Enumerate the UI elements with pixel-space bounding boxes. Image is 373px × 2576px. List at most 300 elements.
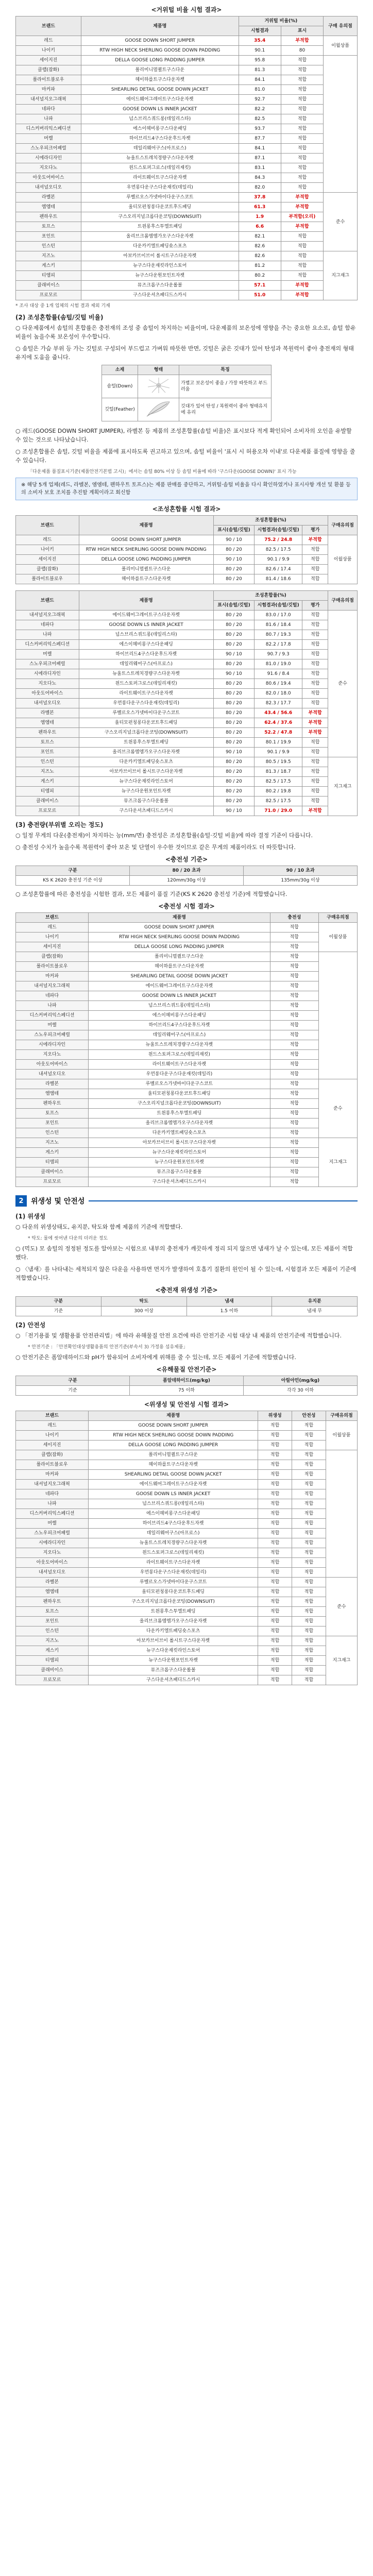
- cell-brand: 스노우피크어패럴: [16, 144, 81, 154]
- section-hygiene-p1: ○ 다운의 위생상태도, 유지분, 탁도와 함께 제품의 기준에 적합했다.: [15, 1224, 183, 1230]
- table-row: [16, 1470, 358, 1480]
- safe-col-2: 아릴아민(mg/kg): [244, 1376, 358, 1386]
- cell-label: 적합: [281, 114, 323, 124]
- table-row: [16, 281, 358, 291]
- table-row: [16, 1001, 358, 1011]
- table-row: [16, 1666, 358, 1675]
- table-row: [16, 972, 358, 981]
- cell-label: 80 / 20: [213, 659, 254, 669]
- cell-hygiene: 적합: [258, 1568, 292, 1578]
- cell-brand: 펜하우트: [16, 1597, 89, 1607]
- section-safety-heading: (2) 안전성: [15, 1321, 46, 1329]
- cell-fill: 적합: [270, 981, 318, 991]
- cell-measured: 81.0: [239, 85, 281, 95]
- cell-product: 뉴구스다운재킷라인스토어: [89, 1646, 258, 1656]
- cell-label: 80 / 20: [213, 787, 254, 796]
- cell-measured: 62.4 / 37.6: [255, 718, 302, 728]
- col-eval: 구매유의점: [328, 591, 358, 611]
- cell-brand: 머렐: [16, 650, 79, 659]
- table-row: [16, 1138, 358, 1148]
- cell-brand: 머렐: [16, 1519, 89, 1529]
- cell-label: 80 / 20: [213, 630, 254, 640]
- cell-brand: 디스커버리익스페디션: [16, 1011, 89, 1021]
- cell-label: 적합: [281, 95, 323, 105]
- hyg-val-0: 기준: [16, 1307, 101, 1316]
- table-row: [16, 1128, 358, 1138]
- fill-standard-title: <충전성 기준>: [165, 856, 208, 863]
- table-row: [16, 1568, 358, 1578]
- cell-brand: 펜하우트: [16, 212, 81, 222]
- cell-product: 하이브리드4구스다운후드자켓: [89, 1519, 258, 1529]
- cell-product: GOOSE DOWN SHORT JUMPER: [81, 36, 239, 46]
- cell-hygiene: 적합: [258, 1666, 292, 1675]
- section-hygiene-p2: ○ (먹도) 모 솜털의 정정된 정도를 알아보는 시험으로 내부의 충전재가 깨끗하게 정리 되지 않으면 냄새가 날 수 있는데, 모든 제품이 적합했다.: [15, 1245, 353, 1261]
- table-row: [16, 144, 358, 154]
- col-product: 제품명: [89, 1411, 258, 1421]
- cell-label: 적합: [281, 232, 323, 242]
- table-row: [16, 555, 358, 565]
- cell-label: 부적합: [281, 222, 323, 232]
- table-row: [16, 1158, 358, 1167]
- cell-label: 80 / 20: [213, 728, 254, 738]
- cell-product: 올리브크롬엠엠가오구스다운자켓: [81, 232, 239, 242]
- table1-title: <거위털 비율 시험 결과>: [151, 6, 222, 13]
- hygiene-safety-table: [15, 1411, 358, 1685]
- feather-image: [138, 398, 179, 421]
- cell-brand: 시에라디자인: [16, 669, 79, 679]
- cell-label: 적합: [281, 56, 323, 65]
- cell-fill: 적합: [270, 1011, 318, 1021]
- table-row: [16, 183, 358, 193]
- cell-product: 루벨르오스가넷바이다운구스코트: [89, 1079, 270, 1089]
- col-measured: 시험결과(솜털/깃털): [255, 601, 302, 611]
- down-image: [138, 375, 179, 398]
- cell-brand: 세이지진: [16, 56, 81, 65]
- cell-product: 아보카브이브이 롤시트구스다운자켓: [79, 767, 213, 777]
- table-row: [16, 640, 358, 650]
- cell-measured: 57.1: [239, 281, 281, 291]
- cell-brand: 디스커버리익스페디션: [16, 640, 79, 650]
- cell-result: 적합: [302, 738, 328, 748]
- cell-brand: 나이키: [16, 933, 89, 942]
- band-line: [89, 1200, 358, 1201]
- table-row: [16, 1636, 358, 1646]
- cell-result: 적합: [302, 545, 328, 555]
- cell-brand: 클래비이스: [16, 1666, 89, 1675]
- band-number: 2: [15, 1195, 27, 1207]
- col-brand: 브랜드: [16, 516, 79, 535]
- cell-brand: 레드: [16, 36, 81, 46]
- table-row: [16, 1177, 358, 1187]
- table-row: [16, 1656, 358, 1666]
- section-composition-heading: (2) 조성혼합률(솜털/깃털 비율): [15, 314, 104, 321]
- cell-product: GOOSE DOWN LS INNER JACKET: [89, 1489, 258, 1499]
- cell-result: 적합: [302, 787, 328, 796]
- cell-product: 넘스브리스쿼드롱(데일리스타): [89, 1001, 270, 1011]
- hyg-col-0: 구분: [16, 1297, 101, 1307]
- band-label: 위생성 및 안전성: [31, 1197, 85, 1206]
- table-row: [16, 1060, 358, 1070]
- goose-ratio-table: [15, 16, 358, 300]
- cell-measured: 83.0 / 17.0: [255, 611, 302, 620]
- section-band: [15, 1195, 358, 1207]
- cell-product: 데일리웨어구스(아프로스): [81, 144, 239, 154]
- cell-measured: 90.1: [239, 46, 281, 56]
- cell-measured: 80.6 / 19.4: [255, 679, 302, 689]
- cell-hygiene: 적합: [258, 1597, 292, 1607]
- cell-product: 뉴구스다운원포인트자켓: [79, 787, 213, 796]
- cell-product: 에이드웨어그레이트구스다운자켓: [79, 611, 213, 620]
- cell-fill: 적합: [270, 923, 318, 933]
- cell-brand: 내셔널오디오: [16, 1070, 89, 1079]
- col-product: 제품명: [79, 516, 213, 535]
- cell-brand: 라벨본: [16, 708, 79, 718]
- cell-label: 80 / 20: [213, 689, 254, 699]
- cell-measured: 71.0 / 29.0: [255, 806, 302, 816]
- fill-result-table: [15, 912, 358, 1187]
- cell-product: 뮤즈크롭구스다운롤볼: [89, 1167, 270, 1177]
- table-row: [16, 659, 358, 669]
- table-row: [16, 611, 358, 620]
- cell-fill: 적합: [270, 952, 318, 962]
- cell-product: 라이트웨이트구스다운자켓: [79, 689, 213, 699]
- table-row: [16, 1646, 358, 1656]
- col-eval: 구매유의점: [318, 913, 357, 923]
- col-measured: 시험결과(솜털/깃털): [255, 526, 302, 535]
- cell-fill: 적합: [270, 1109, 318, 1118]
- cell-brand: 엠엠테: [16, 718, 79, 728]
- col-label: 표시(솜털/깃털): [213, 601, 254, 611]
- cell-label: 80 / 20: [213, 738, 254, 748]
- cell-group: 이월상품: [328, 535, 358, 584]
- cell-product: 다운카키엘트패딩숏스포츠: [89, 1128, 270, 1138]
- cell-brand: 지즈노: [16, 251, 81, 261]
- cell-fill: 적합: [270, 1148, 318, 1158]
- cell-product: 하이브리드4구스다운후드자켓: [79, 650, 213, 659]
- table5-title: <위생성 및 안전성 시험 결과>: [144, 1401, 229, 1408]
- cell-brand: 클래비이스: [16, 1167, 89, 1177]
- cell-brand: 지오다노: [16, 679, 79, 689]
- col-product: 제품명: [79, 591, 213, 611]
- table-row: [16, 650, 358, 659]
- table-row: [16, 699, 358, 708]
- cell-product: 우먼롱다운구스다운재킷(데일리): [89, 1070, 270, 1079]
- cell-label: 80 / 20: [213, 679, 254, 689]
- cell-brand: 내셔널지오그래픽: [16, 981, 89, 991]
- cell-label: 적합: [281, 163, 323, 173]
- cell-brand: 나이키: [16, 1431, 89, 1440]
- cell-measured: 82.5 / 17.5: [255, 796, 302, 806]
- cell-measured: 1.9: [239, 212, 281, 222]
- std-val-1: 120mm/30g 이상: [130, 876, 244, 886]
- cell-measured: 84.1: [239, 75, 281, 85]
- cell-result: 적합: [302, 796, 328, 806]
- hygiene-standard-table: [15, 1296, 358, 1316]
- cell-product: 올리브크롬엠엠가오구스다운자켓: [79, 748, 213, 757]
- table-row: [16, 1460, 358, 1470]
- cell-hygiene: 적합: [258, 1529, 292, 1538]
- table-row: [16, 222, 358, 232]
- cell-product: GOOSE DOWN LS INNER JACKET: [81, 105, 239, 114]
- hyg-val-1: 300 이상: [101, 1307, 186, 1316]
- cell-hygiene: 적합: [258, 1558, 292, 1568]
- cell-product: DELLA GOOSE LONG PADDING JUMPER: [89, 942, 270, 952]
- cell-brand: 포인트: [16, 1617, 89, 1626]
- cell-safety: 적합: [292, 1578, 326, 1587]
- cell-measured: 82.0: [239, 183, 281, 193]
- cell-brand: 클랩(잡화): [16, 1450, 89, 1460]
- cell-product: 구스다운셔츠패디드스카시: [79, 806, 213, 816]
- table-row: [16, 1617, 358, 1626]
- cell-group: 지그재그: [326, 1636, 357, 1685]
- cell-product: 트윈롱후스투엘트패딩: [89, 1109, 270, 1118]
- cell-brand: 티엠피: [16, 1656, 89, 1666]
- cell-product: 루벨르오스가넷바이다운구스코트: [81, 193, 239, 202]
- cell-measured: 43.4 / 56.6: [255, 708, 302, 718]
- cell-brand: 게스키: [16, 1148, 89, 1158]
- cell-product: 에이드웨어그레이트구스다운자켓: [89, 1480, 258, 1489]
- cell-fill: 적합: [270, 1158, 318, 1167]
- table-row: [16, 1626, 358, 1636]
- cell-safety: 적합: [292, 1470, 326, 1480]
- cell-brand: 토프스: [16, 1607, 89, 1617]
- table-row: [16, 1050, 358, 1060]
- cell-group: 준수: [326, 1578, 357, 1636]
- table-row: [16, 154, 358, 163]
- cell-measured: 82.1: [239, 232, 281, 242]
- cell-label: 80 / 20: [213, 574, 254, 584]
- cell-hygiene: 적합: [258, 1421, 292, 1431]
- cell-hygiene: 적합: [258, 1489, 292, 1499]
- cell-product: 구스오리지널크롭다운코팅(DOWNSUIT): [89, 1099, 270, 1109]
- cell-safety: 적합: [292, 1499, 326, 1509]
- cell-product: 라이트웨이트구스다운자켓: [89, 1558, 258, 1568]
- cell-brand: 포인트: [16, 1118, 89, 1128]
- cell-result: 부적합: [302, 708, 328, 718]
- section-hygiene-heading: (1) 위생성: [15, 1213, 46, 1220]
- table-row: [16, 46, 358, 56]
- cell-label: 90 / 10: [213, 806, 254, 816]
- cell-fill: 적합: [270, 1040, 318, 1050]
- table-row: [16, 1079, 358, 1089]
- safe-val-0: 기준: [16, 1386, 130, 1396]
- col-product: 제품명: [81, 16, 239, 36]
- cell-measured: 82.5 / 17.5: [255, 545, 302, 555]
- cell-measured: 87.7: [239, 134, 281, 144]
- cell-result: 적합: [302, 669, 328, 679]
- cell-hygiene: 적합: [258, 1646, 292, 1656]
- cell-brand: 지즈노: [16, 767, 79, 777]
- cell-brand: 내셔널지오그래픽: [16, 611, 79, 620]
- cell-product: RTW HIGH NECK SHERLING GOOSE DOWN PADDING: [79, 545, 213, 555]
- cell-label: 적합: [281, 173, 323, 183]
- table-row: [16, 806, 358, 816]
- cell-hygiene: 적합: [258, 1450, 292, 1460]
- cell-product: 아보카브이브이 롤시트구스다운자켓: [89, 1138, 270, 1148]
- cell-fill: 적합: [270, 962, 318, 972]
- table-row: [16, 981, 358, 991]
- table-row: [16, 271, 358, 281]
- cell-product: DELLA GOOSE LONG PADDING JUMPER: [89, 1440, 258, 1450]
- cell-product: 올리브크롬엠엠가오구스다운자켓: [89, 1118, 270, 1128]
- safety-standard-table: [15, 1376, 358, 1396]
- cell-product: 윈드스토퍼그로스(데일리재킷): [89, 1548, 258, 1558]
- cell-product: 뉴울트스트레치경량구스다운자켓: [81, 154, 239, 163]
- cell-safety: 적합: [292, 1607, 326, 1617]
- cell-measured: 6.6: [239, 222, 281, 232]
- section-composition-p4: ○ 조성혼합률은 솜털, 깃털 비율을 제품에 표시하도록 권고하고 있으며, 솜털 비율이 '표시 시 허용오차 이내'로 다운제품 품질에 영향을 줄 수 있습니다.: [15, 448, 355, 464]
- table-row: [16, 65, 358, 75]
- cell-brand: 포인트: [16, 232, 81, 242]
- cell-brand: 펜하우트: [16, 1099, 89, 1109]
- cell-label: 80 / 20: [213, 708, 254, 718]
- cell-product: 뉴울트스트레치경량구스다운자켓: [89, 1538, 258, 1548]
- cell-product: 우먼롱다운구스다운재킷(데일리): [89, 1568, 258, 1578]
- cell-product: 울티모펀칭롱다운코트후드패딩: [79, 718, 213, 728]
- cell-brand: 레드: [16, 1421, 89, 1431]
- cell-result: 부적합: [302, 535, 328, 545]
- table-row: [16, 1509, 358, 1519]
- cell-brand: 프로모르: [16, 1675, 89, 1685]
- cell-safety: 적합: [292, 1597, 326, 1607]
- cell-brand: 나이키: [16, 46, 81, 56]
- col-product: 제품명: [89, 913, 270, 923]
- cell-label: 적합: [281, 271, 323, 281]
- cell-brand: 클랩(잡화): [16, 565, 79, 574]
- cell-safety: 적합: [292, 1489, 326, 1499]
- cell-label: 적합: [281, 183, 323, 193]
- cell-product: RTW HIGH NECK SHERLING GOOSE DOWN PADDING: [89, 933, 270, 942]
- col-label: 표시: [281, 26, 323, 36]
- table-row: [16, 1109, 358, 1118]
- cell-measured: 80.1 / 19.9: [255, 738, 302, 748]
- cell-hygiene: 적합: [258, 1499, 292, 1509]
- cell-product: 뮤즈크롭구스다운롤볼: [81, 281, 239, 291]
- table-row: [16, 1675, 358, 1685]
- cell-product: 뉴구스다운재킷라인스토어: [79, 777, 213, 787]
- cell-result: 적합: [302, 565, 328, 574]
- cell-brand: 아웃도어바이스: [16, 689, 79, 699]
- cell-measured: 82.2: [239, 105, 281, 114]
- col-fill: 충전성: [270, 913, 318, 923]
- cell-label: 적합: [281, 251, 323, 261]
- cell-brand: 아웃도어바이스: [16, 173, 81, 183]
- cell-result: 부적합: [302, 806, 328, 816]
- cell-label: 부적합: [281, 202, 323, 212]
- cell-safety: 적합: [292, 1548, 326, 1558]
- cell-fill: 적합: [270, 1099, 318, 1109]
- cell-product: GOOSE DOWN SHORT JUMPER: [89, 1421, 258, 1431]
- cell-brand: 스노우피크어패럴: [16, 1030, 89, 1040]
- table-row: [16, 1607, 358, 1617]
- cell-fill: 적합: [270, 1021, 318, 1030]
- cell-safety: 적합: [292, 1656, 326, 1666]
- cell-product: 하이브리드4구스다운후드자켓: [81, 134, 239, 144]
- cell-label: 적합: [281, 85, 323, 95]
- table-row: [16, 1538, 358, 1548]
- cell-brand: 포인트: [16, 748, 79, 757]
- col-safety: 안전성: [292, 1411, 326, 1421]
- cell-measured: 82.5: [239, 114, 281, 124]
- table-row: [16, 1011, 358, 1021]
- cell-result: 적합: [302, 679, 328, 689]
- cell-safety: 적합: [292, 1675, 326, 1685]
- cell-product: 뉴구스다운재킷라인스토어: [89, 1148, 270, 1158]
- cell-fill: 적합: [270, 1079, 318, 1089]
- cell-measured: 80.7 / 19.3: [255, 630, 302, 640]
- cell-group: 지그재그: [324, 251, 358, 300]
- cell-brand: 스노우피크어패럴: [16, 659, 79, 669]
- cell-fill: 적합: [270, 1128, 318, 1138]
- cell-group: 지그재그: [328, 757, 358, 816]
- cell-safety: 적합: [292, 1431, 326, 1440]
- table-row: [16, 1099, 358, 1109]
- cell-product: 윈드스토퍼그로스(데일리재킷): [79, 679, 213, 689]
- col-brand: 브랜드: [16, 913, 89, 923]
- table-row: [16, 1167, 358, 1177]
- cell-group: 지그재그: [318, 1138, 357, 1187]
- cell-product: 윈드스토퍼그로스(데일리재킷): [81, 163, 239, 173]
- cell-brand: 시에라디자인: [16, 154, 81, 163]
- cell-result: 적합: [302, 574, 328, 584]
- col-group: 조성혼합률(%): [213, 591, 328, 601]
- cell-measured: 81.3 / 18.7: [255, 767, 302, 777]
- cell-measured: 80.2 / 19.8: [255, 787, 302, 796]
- cell-product: 아보카브이브이 롤시트구스다운자켓: [89, 1636, 258, 1646]
- table4-title: <충전성 시험 결과>: [158, 903, 215, 910]
- cell-measured: 95.8: [239, 56, 281, 65]
- cell-product: 에스이헤비롱구스다운패딩: [79, 640, 213, 650]
- table-row: [16, 1431, 358, 1440]
- cell-group: [324, 56, 358, 193]
- cell-brand: 인스턴: [16, 1626, 89, 1636]
- cell-product: 구스다운셔츠패디드스카시: [89, 1675, 258, 1685]
- cell-product: 구스오리지널크롭다운코팅(DOWNSUIT): [79, 728, 213, 738]
- cell-brand: 게스키: [16, 777, 79, 787]
- cell-product: 구스다운셔츠패디드스카시: [81, 291, 239, 300]
- cell-brand: 토프스: [16, 222, 81, 232]
- cell-safety: 적합: [292, 1636, 326, 1646]
- cell-brand: 마커파: [16, 85, 81, 95]
- cell-brand: 디스커버리익스페디션: [16, 1509, 89, 1519]
- cell-label: 적합: [281, 65, 323, 75]
- cell-label: 90 / 10: [213, 748, 254, 757]
- cell-measured: 90.1 / 9.9: [255, 555, 302, 565]
- cell-label: 80 / 20: [213, 640, 254, 650]
- hyg-col-3: 유지분: [272, 1297, 358, 1307]
- cell-label: 90 / 10: [213, 650, 254, 659]
- cell-hygiene: 적합: [258, 1470, 292, 1480]
- table-row: [16, 95, 358, 105]
- cell-label: 적합: [281, 144, 323, 154]
- cell-brand: 엠엠테: [16, 1587, 89, 1597]
- cell-result: 적합: [302, 757, 328, 767]
- cell-label: 80 / 20: [213, 620, 254, 630]
- cell-safety: 적합: [292, 1460, 326, 1470]
- cell-result: 부적합: [302, 718, 328, 728]
- cell-brand: 마커파: [16, 972, 89, 981]
- cell-brand: 시에라디자인: [16, 1040, 89, 1050]
- cell-safety: 적합: [292, 1587, 326, 1597]
- cell-product: 라이트웨이트구스다운자켓: [81, 173, 239, 183]
- cell-brand: 티엠피: [16, 787, 79, 796]
- table-row: [16, 232, 358, 242]
- cell-product: 에스이헤비롱구스다운패딩: [81, 124, 239, 134]
- cell-product: 뉴구스다운원포인트자켓: [89, 1158, 270, 1167]
- cell-brand: 인스턴: [16, 1128, 89, 1138]
- cell-result: 적합: [302, 650, 328, 659]
- cell-label: 적합: [281, 124, 323, 134]
